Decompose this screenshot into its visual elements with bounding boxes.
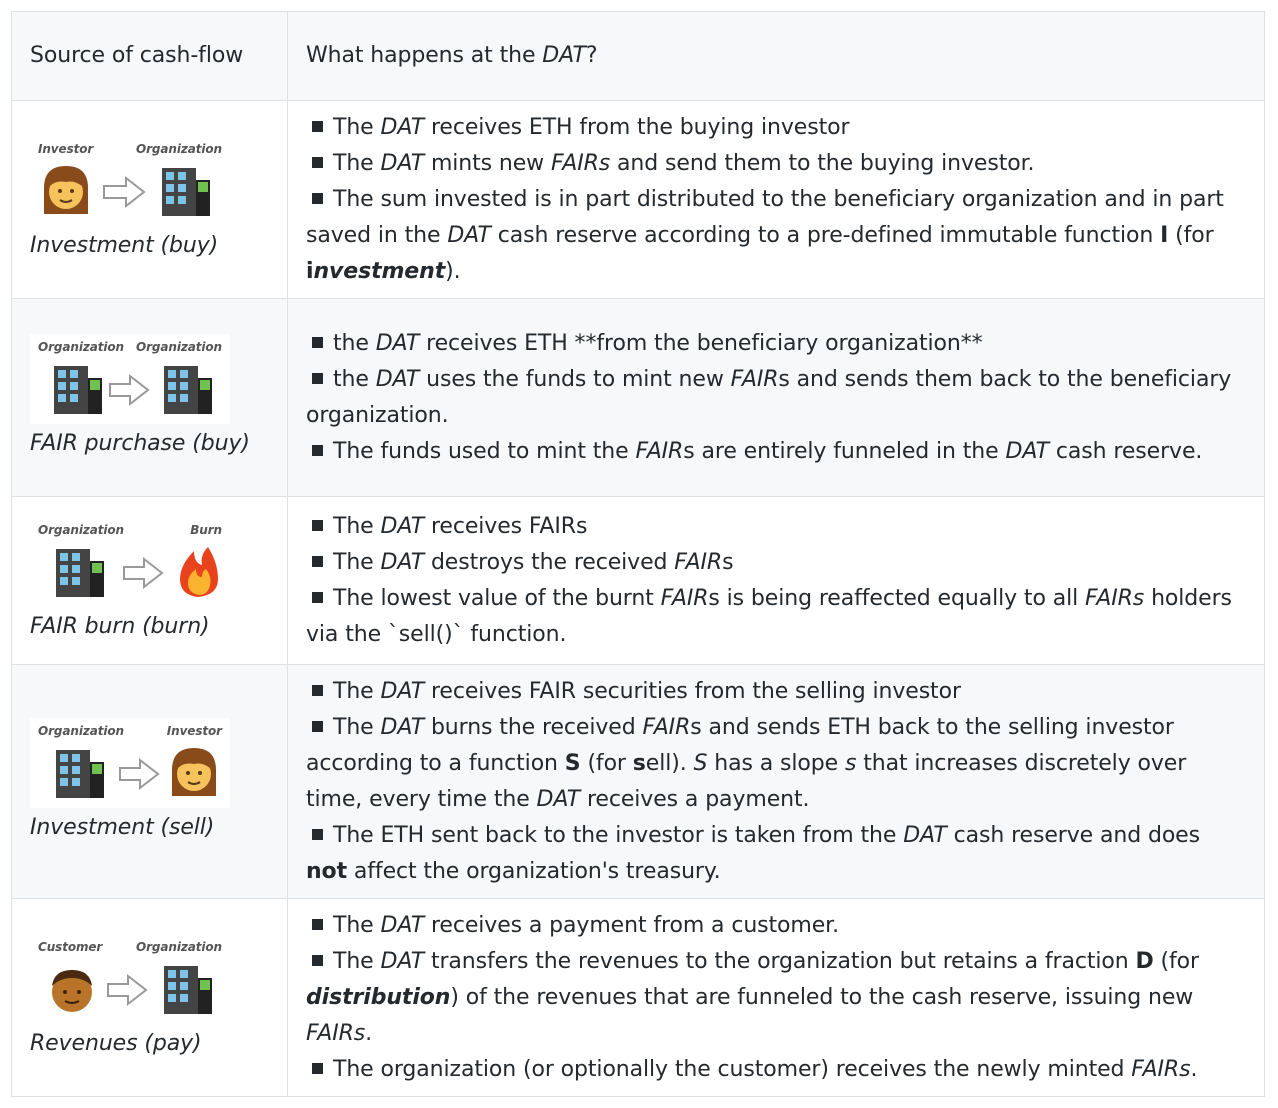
list-item — [306, 326, 1246, 362]
building-icon — [54, 366, 102, 414]
list-item — [306, 110, 1246, 146]
table-row — [12, 299, 1265, 497]
text: that increases discretely over time, every time the — [306, 750, 1187, 812]
building-icon — [164, 366, 212, 414]
text: s and sends them back to the beneficiary organization. — [306, 366, 1232, 428]
bullet-icon — [312, 592, 323, 603]
flow-illustration — [30, 718, 230, 808]
person-icon — [44, 166, 88, 214]
text-em: DAT — [380, 513, 425, 539]
source-cell — [12, 299, 288, 497]
bullet-icon — [312, 829, 323, 840]
person-icon — [52, 970, 92, 1012]
text-em: FAIR — [674, 549, 723, 575]
text: receives FAIRs — [424, 513, 588, 539]
text: The funds used to mint the — [333, 438, 636, 464]
text-em: DAT — [380, 948, 425, 974]
description-cell — [288, 299, 1265, 497]
text-strong: s — [632, 750, 646, 776]
text: The — [333, 150, 381, 176]
text-em: FAIR — [635, 438, 684, 464]
text: s is being reaffected equally to all — [708, 585, 1086, 611]
list-item — [306, 182, 1246, 290]
list-item — [306, 581, 1246, 653]
text: has a slope — [707, 750, 845, 776]
bullet-icon — [312, 193, 323, 204]
text: ). — [445, 258, 461, 284]
text-strong-em: nvestment — [313, 258, 446, 284]
text-strong: D — [1135, 948, 1154, 974]
list-item — [306, 146, 1246, 182]
source-label: Investment (buy) — [30, 232, 219, 258]
list-item — [306, 362, 1246, 434]
to-label: Burn — [190, 522, 222, 537]
bullet-icon — [312, 121, 323, 132]
text-em: S — [693, 750, 708, 776]
text: The — [333, 549, 381, 575]
source-label: FAIR purchase (buy) — [30, 430, 250, 456]
building-icon — [56, 549, 104, 597]
table-row — [12, 665, 1265, 899]
text-em: FAIR — [660, 585, 709, 611]
text: s and sends ETH back to the selling investor according to a function — [306, 714, 1174, 776]
source-cell — [12, 899, 288, 1097]
flow-illustration — [30, 334, 230, 424]
bullet-icon — [312, 373, 323, 384]
text-em: DAT — [375, 366, 420, 392]
text-strong: i — [306, 258, 314, 284]
fire-icon — [180, 547, 218, 597]
list-item — [306, 545, 1246, 581]
text: s are entirely funneled in the — [683, 438, 1006, 464]
text-em: DAT — [380, 912, 425, 938]
flow-illustration — [30, 136, 230, 226]
header-row — [12, 12, 1265, 101]
text-em: FAIRs — [1085, 585, 1145, 611]
source-cell — [12, 497, 288, 665]
source-label: Investment (sell) — [30, 814, 215, 840]
text: affect the organization's treasury. — [347, 858, 721, 884]
flow-illustration — [30, 934, 230, 1024]
from-label: Customer — [38, 939, 103, 954]
list-item — [306, 818, 1246, 890]
list-item — [306, 434, 1246, 470]
arrow-right-icon — [108, 976, 146, 1004]
bullet-icon — [312, 337, 323, 348]
bullet-icon — [312, 520, 323, 531]
to-label: Organization — [136, 339, 222, 354]
building-icon — [56, 750, 104, 798]
table-row — [12, 101, 1265, 299]
bullet-icon — [312, 556, 323, 567]
text: (for — [1168, 222, 1214, 248]
text: burns the received — [424, 714, 643, 740]
description-cell — [288, 101, 1265, 299]
text-em: FAIR — [642, 714, 691, 740]
header-source — [12, 12, 288, 101]
text-em: DAT — [1005, 438, 1050, 464]
text-em: DAT — [380, 150, 425, 176]
description-cell — [288, 899, 1265, 1097]
text-em: FAIR — [730, 366, 779, 392]
text: The lowest value of the burnt — [333, 585, 661, 611]
arrow-right-icon — [104, 178, 144, 206]
text: receives ETH **from the beneficiary organization** — [419, 330, 983, 356]
text-em: DAT — [380, 678, 425, 704]
description-cell — [288, 497, 1265, 665]
cashflow-table — [11, 11, 1265, 1097]
from-label: Organization — [38, 723, 124, 738]
bullet-icon — [312, 445, 323, 456]
description-cell — [288, 665, 1265, 899]
text: The — [333, 114, 381, 140]
list-item — [306, 944, 1246, 1052]
text: s — [722, 549, 734, 575]
list-item — [306, 1052, 1246, 1088]
text-strong: S — [564, 750, 581, 776]
text-strong: not — [306, 858, 347, 884]
header-what-em: DAT — [542, 43, 586, 68]
from-label: Organization — [38, 522, 124, 537]
from-label: Investor — [38, 141, 94, 156]
table-row — [12, 899, 1265, 1097]
text-em: FAIRs — [550, 150, 611, 176]
text: ell). — [645, 750, 694, 776]
text: The organization (or optionally the customer) receives the newly minted — [333, 1056, 1132, 1082]
text: The — [333, 678, 381, 704]
text: receives a payment from a customer. — [424, 912, 839, 938]
list-item — [306, 674, 1246, 710]
bullet-icon — [312, 721, 323, 732]
text: The ETH sent back to the investor is taken from the — [333, 822, 904, 848]
flow-illustration — [30, 517, 230, 607]
text-em: FAIRs — [306, 1020, 366, 1046]
text: transfers the revenues to the organization but retains a fraction — [424, 948, 1136, 974]
bullet-icon — [312, 955, 323, 966]
building-icon — [162, 168, 210, 216]
text: receives ETH from the buying investor — [424, 114, 850, 140]
to-label: Investor — [166, 723, 222, 738]
text: cash reserve and does — [946, 822, 1200, 848]
text-em: FAIRs — [1131, 1056, 1191, 1082]
arrow-right-icon — [110, 376, 148, 404]
text: The — [333, 912, 381, 938]
text: receives a payment. — [580, 786, 810, 812]
text: destroys the received — [424, 549, 675, 575]
list-item — [306, 908, 1246, 944]
bullet-icon — [312, 1063, 323, 1074]
text-strong-em: distribution — [306, 984, 451, 1010]
table-row — [12, 497, 1265, 665]
header-what — [288, 12, 1265, 101]
text: cash reserve. — [1049, 438, 1203, 464]
text-em: DAT — [380, 714, 425, 740]
text-em: DAT — [375, 330, 420, 356]
text: holders via the `sell()` function. — [306, 585, 1232, 647]
list-item — [306, 710, 1246, 818]
list-item — [306, 509, 1246, 545]
arrow-right-icon — [120, 760, 158, 788]
text: and send them to the buying investor. — [610, 150, 1035, 176]
header-source-text: Source of cash-flow — [30, 43, 244, 68]
source-label: Revenues (pay) — [30, 1030, 202, 1056]
bullet-icon — [312, 157, 323, 168]
text: receives FAIR securities from the selling investor — [424, 678, 961, 704]
header-what-post: ? — [585, 43, 598, 68]
text: the — [333, 330, 376, 356]
text-em: DAT — [536, 786, 581, 812]
text: The — [333, 714, 381, 740]
text-em: DAT — [380, 114, 425, 140]
text: The sum invested is in part distributed to the beneficiary organization and in part saved in the — [306, 186, 1224, 248]
to-label: Organization — [136, 141, 222, 156]
text: (for — [1153, 948, 1199, 974]
text-em: DAT — [380, 549, 425, 575]
text-em: s — [844, 750, 857, 776]
text: cash reserve according to a pre-defined immutable function — [490, 222, 1161, 248]
from-label: Organization — [38, 339, 124, 354]
text-strong: I — [1160, 222, 1169, 248]
header-what-pre: What happens at the — [306, 43, 543, 68]
building-icon — [164, 966, 212, 1014]
bullet-icon — [312, 919, 323, 930]
text: uses the funds to mint new — [419, 366, 731, 392]
person-icon — [172, 748, 216, 796]
text: . — [365, 1020, 373, 1046]
bullet-icon — [312, 685, 323, 696]
text: (for — [580, 750, 633, 776]
arrow-right-icon — [124, 559, 162, 587]
text: ) of the revenues that are funneled to the cash reserve, issuing new — [450, 984, 1194, 1010]
text: The — [333, 948, 381, 974]
source-cell — [12, 101, 288, 299]
text: the — [333, 366, 376, 392]
text-em: DAT — [447, 222, 491, 248]
text: The — [333, 513, 381, 539]
to-label: Organization — [136, 939, 222, 954]
source-cell — [12, 665, 288, 899]
text-em: DAT — [903, 822, 947, 848]
source-label: FAIR burn (burn) — [30, 613, 210, 639]
text: mints new — [424, 150, 551, 176]
text: . — [1190, 1056, 1198, 1082]
